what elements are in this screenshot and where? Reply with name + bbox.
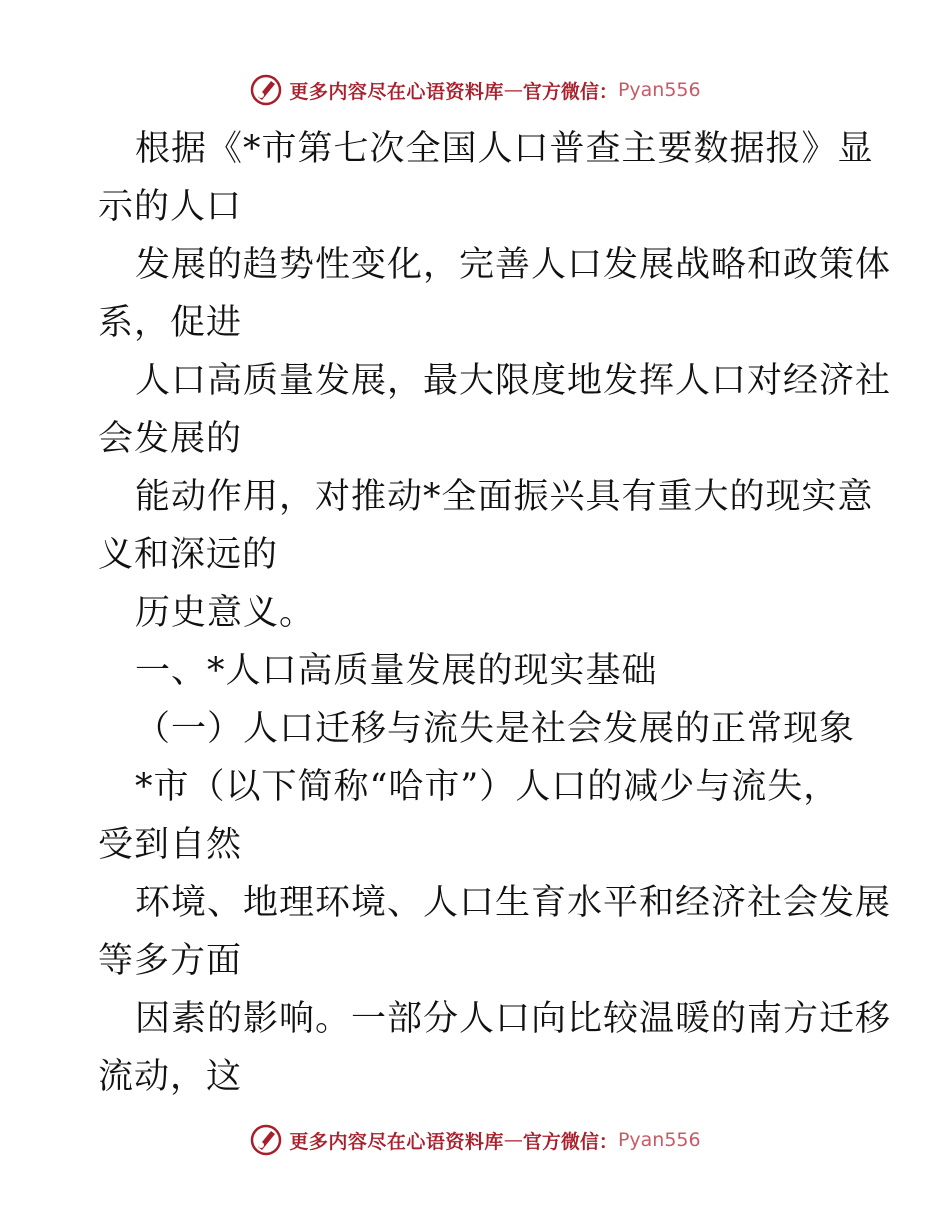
- text-line: 流动，这: [98, 1057, 243, 1097]
- subsection-heading: （一）人口迁移与流失是社会发展的正常现象: [135, 709, 856, 749]
- header-separator: —: [503, 79, 523, 101]
- pen-logo-icon: [249, 1123, 283, 1157]
- text-line: 历史意义。: [135, 593, 316, 633]
- header-contact-id: Pyan556: [617, 79, 701, 101]
- text-line: 环境、地理环境、人口生育水平和经济社会发展: [135, 883, 892, 923]
- text-line: 根据《*市第七次全国人口普查主要数据报》显: [135, 129, 874, 169]
- section-heading: 一、*人口高质量发展的现实基础: [135, 651, 658, 691]
- text-line: 义和深远的: [98, 535, 279, 575]
- footer-contact-label: 官方微信：: [522, 1130, 618, 1153]
- text-line: 因素的影响。一部分人口向比较温暖的南方迁移: [135, 999, 892, 1039]
- header-contact-label: 官方微信：: [522, 80, 618, 103]
- text-line: 人口高质量发展，最大限度地发挥人口对经济社: [135, 361, 892, 401]
- text-line: 发展的趋势性变化，完善人口发展战略和政策体: [135, 245, 892, 285]
- footer-watermark: [0, 1120, 950, 1160]
- text-line: 受到自然: [98, 825, 243, 865]
- text-line: 等多方面: [98, 941, 243, 981]
- header-watermark: [0, 70, 950, 110]
- pen-logo-icon: [249, 73, 283, 107]
- text-line: 会发展的: [98, 419, 243, 459]
- text-line: *市（以下简称“哈市”）人口的减少与流失，: [135, 767, 840, 807]
- header-site-text: 更多内容尽在心语资料库: [289, 80, 504, 103]
- footer-site-text: 更多内容尽在心语资料库: [289, 1130, 504, 1153]
- text-line: 示的人口: [98, 187, 243, 227]
- footer-separator: —: [503, 1129, 523, 1151]
- footer-contact-id: Pyan556: [617, 1129, 701, 1151]
- document-body: [98, 120, 892, 1106]
- text-line: 系，促进: [98, 303, 243, 343]
- text-line: 能动作用，对推动*全面振兴具有重大的现实意: [135, 477, 874, 517]
